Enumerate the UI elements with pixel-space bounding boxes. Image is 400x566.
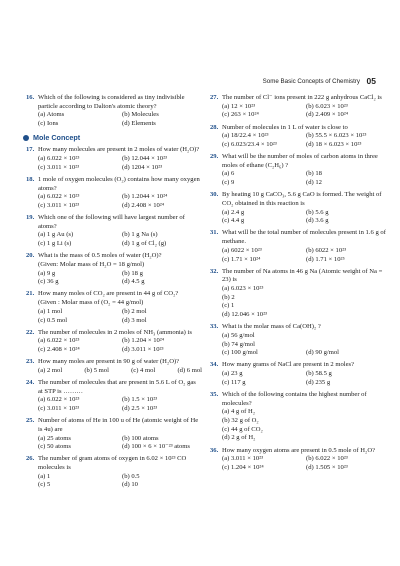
question-list — [210, 94, 386, 473]
question — [210, 361, 386, 387]
question-number: 32. — [210, 267, 219, 275]
answer-options — [38, 435, 202, 452]
question — [26, 290, 202, 325]
question-stem: What is the mass of 0.5 moles of water (H₂O)? — [38, 252, 162, 260]
question-stem: Which one of the following will have largest number of atoms? — [38, 214, 185, 230]
question — [26, 455, 202, 490]
question-body — [222, 124, 386, 150]
question-stem: Number of molecules in 1 L of water is close to — [222, 123, 348, 131]
answer-option: (c) 3.011 × 10²³ — [38, 405, 80, 413]
question-body — [38, 290, 202, 325]
question-number: 36. — [210, 446, 219, 454]
answer-options — [38, 193, 202, 210]
question-body — [38, 455, 202, 490]
question-stem: How many moles are present in 90 g of water (H₂O)? — [38, 358, 180, 366]
question-body — [38, 417, 202, 452]
answer-option: (a) 12 × 10²³ — [222, 102, 256, 110]
question — [26, 329, 202, 355]
answer-options — [222, 103, 386, 120]
answer-options — [222, 408, 386, 443]
answer-option: (c) 3.011 × 10²³ — [38, 163, 80, 171]
answer-option: (a) 3.011 × 10²³ — [222, 455, 264, 463]
question-list — [26, 146, 202, 490]
question-body — [38, 176, 202, 211]
question-number: 31. — [210, 229, 219, 237]
answer-option: (a) 6.023 × 10²³ — [222, 285, 264, 293]
question-stem: 1 mole of oxygen molecules (O₂) contains how many oxygen atoms? — [38, 175, 200, 192]
question-number: 27. — [210, 94, 219, 101]
question-number: 34. — [210, 361, 219, 369]
question-body — [222, 153, 386, 188]
question-number: 23. — [26, 358, 35, 366]
answer-option: (a) 6.022 × 10²³ — [38, 337, 80, 345]
question — [26, 252, 202, 287]
question-number: 30. — [210, 191, 219, 199]
answer-option: (b) 1.2044 × 10²⁴ — [122, 193, 168, 201]
question-list — [26, 94, 202, 129]
answer-option: (d) 3 mol — [122, 316, 147, 324]
answer-option: (b) 74 g/mol — [222, 340, 255, 348]
question-stem: The number of Na atoms in 46 g Na (Atomic weight of Na = 23) is — [222, 267, 383, 284]
question — [26, 214, 202, 249]
answer-options — [38, 155, 202, 172]
question-stem: Number of atoms of He in 100 u of He (atomic weight of He is 4u) are — [38, 417, 199, 433]
answer-option: (a) 6.022 × 10²³ — [38, 396, 80, 404]
question — [210, 191, 386, 226]
question-stem: What will be the total number of molecules present in 1.6 g of methane. — [222, 229, 386, 246]
question-stem: The number of Cl⁻ ions present in 222 g anhydrous CaCl₂ is — [222, 94, 382, 101]
question-body — [38, 252, 202, 287]
section-heading — [23, 133, 202, 143]
answer-option: (c) 5 — [38, 481, 51, 489]
answer-options — [222, 455, 386, 472]
answer-options — [38, 231, 202, 248]
answer-option: (d) 12.046 × 10²³ — [222, 311, 268, 319]
question — [210, 323, 386, 358]
answer-option: (d) 2.408 × 10²⁴ — [122, 201, 165, 209]
answer-options — [38, 270, 202, 287]
question-number: 26. — [26, 455, 35, 463]
answer-option: (b) 2 — [222, 293, 235, 301]
answer-option: (c) 263 × 10²⁴ — [222, 111, 259, 119]
answer-option: (c) 1.71 × 10²⁴ — [222, 255, 261, 263]
answer-option: (b) 58.5 g — [306, 370, 332, 378]
question-number: 33. — [210, 323, 219, 331]
answer-option: (a) 56 g/mol — [222, 331, 255, 339]
answer-option: (c) 0.5 mol — [38, 316, 68, 324]
answer-options — [222, 370, 386, 387]
answer-option: (d) 6 mol — [177, 366, 202, 374]
answer-option: (b) 1.204 × 10²⁴ — [122, 337, 165, 345]
answer-option: (a) 1 g Au (s) — [38, 231, 74, 239]
answer-option: (a) 25 atoms — [38, 434, 71, 442]
answer-option: (c) 9 — [222, 179, 235, 187]
answer-option: (b) 1.5 × 10²³ — [122, 396, 158, 404]
question — [26, 94, 202, 129]
answer-option: (d) 2.5 × 10²³ — [122, 405, 158, 413]
question-stem: (Given: Molar mass of H₂O = 18 g/mol) — [38, 260, 145, 268]
answer-options — [222, 285, 386, 320]
question-stem: How many oxygen atoms are present in 0.5 mole of H₂O? — [222, 446, 376, 454]
question-stem: Which of the following contains the highest number of molecules? — [222, 390, 367, 407]
answer-option: (a) 18/22.4 × 10²³ — [222, 132, 269, 140]
answer-option: (c) 4.4 g — [222, 217, 245, 225]
question — [210, 229, 386, 264]
answer-option: (b) 12.044 × 10²³ — [122, 155, 168, 163]
answer-option: (a) 6.022 × 10²³ — [38, 193, 80, 201]
question — [26, 176, 202, 211]
answer-option: (c) 36 g — [38, 278, 59, 286]
answer-option: (b) 100 atoms — [122, 434, 159, 442]
answer-option: (c) 3.011 × 10²³ — [38, 201, 80, 209]
answer-option: (d) 1.505 × 10²³ — [306, 463, 348, 471]
answer-options — [222, 209, 386, 226]
question-body — [222, 361, 386, 387]
answer-option: (b) 6.023 × 10²³ — [306, 102, 348, 110]
answer-option: (a) 2 mol — [38, 366, 63, 374]
answer-options — [38, 473, 202, 490]
question-number: 17. — [26, 146, 35, 154]
answer-option: (b) 55.5 × 6.023 × 10²³ — [306, 132, 367, 140]
running-title: Some Basic Concepts of Chemistry — [262, 78, 360, 85]
question — [210, 391, 386, 443]
question-stem: The number of molecules in 2 moles of NH₃ (ammonia) is — [38, 328, 192, 336]
question-body — [222, 447, 386, 473]
question-stem: The number of molecules that are present in 5.6 L of O₂ gas at STP is ……… — [38, 378, 196, 395]
answer-option: (c) 2.408 × 10²⁴ — [38, 346, 80, 354]
answer-option: (b) 1 g Na (s) — [122, 231, 158, 239]
answer-option: (d) 1204 × 10²³ — [122, 163, 163, 171]
answer-option: (a) 6022 × 10²³ — [222, 246, 262, 254]
question-body — [38, 358, 202, 375]
answer-option: (c) 6.023/23.4 × 10²³ — [222, 140, 277, 148]
answer-option: (b) 6022 × 10²³ — [306, 246, 347, 254]
answer-option: (c) 1 g Li (s) — [38, 240, 72, 248]
answer-option: (a) 6.022 × 10²³ — [38, 155, 80, 163]
answer-option: (b) 5 mol — [84, 366, 109, 374]
answer-options — [38, 111, 202, 128]
answer-option: (c) 117 g — [222, 378, 246, 386]
answer-options — [38, 308, 202, 325]
question — [210, 447, 386, 473]
answer-option: (a) 4 g of H₂ — [222, 408, 256, 416]
question-number: 22. — [26, 328, 35, 336]
answer-options — [222, 332, 386, 358]
question — [210, 124, 386, 150]
question-body — [222, 323, 386, 358]
question-stem: What is the molar mass of Ca(OH)₂ ? — [222, 323, 321, 331]
question-body — [38, 329, 202, 355]
question-body — [222, 94, 386, 120]
answer-option: (a) 2.4 g — [222, 208, 245, 216]
question-body — [222, 229, 386, 264]
question-stem: How many molecules are present in 2 moles of water (H₂O)? — [38, 146, 200, 154]
page-number: 05 — [366, 76, 376, 86]
answer-option: (a) Atoms — [38, 111, 65, 119]
answer-options — [38, 396, 202, 413]
answer-option: (d) 1 g of Cl₂ (g) — [122, 240, 167, 248]
answer-option: (d) 4.5 g — [122, 278, 145, 286]
question-stem: How many grams of NaCl are present in 2 moles? — [222, 361, 355, 369]
answer-option: (c) 100 g/mol — [222, 349, 258, 357]
question-body — [222, 268, 386, 320]
answer-option: (d) 10 — [122, 481, 138, 489]
question — [210, 268, 386, 320]
answer-option: (d) 12 — [306, 179, 322, 187]
left-column — [26, 94, 202, 494]
answer-option: (d) 235 g — [306, 378, 331, 386]
answer-options — [38, 337, 202, 354]
question — [210, 94, 386, 120]
answer-option: (b) 18 — [306, 170, 322, 178]
answer-options — [222, 170, 386, 187]
answer-option: (b) 18 g — [122, 269, 143, 277]
answer-option: (d) 1.71 × 10²⁵ — [306, 255, 345, 263]
question — [26, 379, 202, 414]
question-number: 16. — [26, 94, 35, 101]
question-stem: (Given : Molar mass of (O₂ = 44 g/mol) — [38, 299, 144, 307]
question — [210, 153, 386, 188]
answer-option: (b) Molecules — [122, 111, 159, 119]
answer-option: (c) 4 mol — [131, 366, 156, 374]
answer-option — [306, 332, 386, 341]
question-stem: Which of the following is considered as tiny indivisible particle according to Dalton's atomic theory? — [38, 94, 185, 110]
question-body — [38, 214, 202, 249]
question-number: 18. — [26, 175, 35, 183]
answer-options — [222, 247, 386, 264]
question-stem: How many moles of CO₂ are present in 44 g of CO₂? — [38, 290, 179, 298]
answer-option: (c) Ions — [38, 120, 59, 128]
answer-option: (d) 2 g of H₂ — [222, 434, 256, 442]
answer-option: (d) 90 g/mol — [306, 349, 339, 357]
answer-option: (b) 5.6 g — [306, 208, 329, 216]
question — [26, 358, 202, 375]
question — [26, 146, 202, 172]
question-stem: What will be the number of moles of carbon atoms in three moles of ethane (C₂H₆) ? — [222, 153, 378, 169]
question-number: 20. — [26, 252, 35, 260]
question-body — [38, 379, 202, 414]
answer-option: (c) 1.204 × 10²⁴ — [222, 463, 264, 471]
question-body — [38, 146, 202, 172]
page-header — [0, 77, 400, 89]
question-stem: By heating 10 g CaCO₃, 5.6 g CaO is formed. The weight of CO₂ obtained in this reaction is — [222, 191, 382, 207]
right-column — [210, 94, 386, 476]
answer-option: (c) 1 — [222, 302, 235, 310]
answer-option: (d) Elements — [122, 120, 156, 128]
answer-option: (b) 32 g of O₂ — [222, 417, 259, 425]
question-stem: The number of gram atoms of oxygen in 6.02 × 10²³ CO molecules is — [38, 455, 187, 472]
question-number: 29. — [210, 153, 219, 160]
question-body — [222, 191, 386, 226]
answer-options — [38, 367, 202, 376]
answer-option: (a) 1 — [38, 472, 51, 480]
answer-option: (c) 44 g of CO₂ — [222, 425, 263, 433]
answer-options — [222, 132, 386, 149]
question-number: 35. — [210, 390, 219, 398]
question-body — [222, 391, 386, 443]
answer-option: (d) 18 × 6.023 × 10²³ — [306, 140, 362, 148]
question-number: 28. — [210, 123, 219, 131]
answer-option: (b) 2 mol — [122, 307, 147, 315]
answer-option — [306, 341, 386, 350]
question-number: 24. — [26, 378, 35, 386]
bullet-icon — [23, 135, 29, 141]
answer-option: (a) 9 g — [38, 269, 56, 277]
answer-option: (b) 6.022 × 10²³ — [306, 455, 348, 463]
answer-option: (d) 3.6 g — [306, 217, 329, 225]
answer-option: (b) 0.5 — [122, 472, 140, 480]
answer-option: (a) 23 g — [222, 370, 243, 378]
question-number: 25. — [26, 417, 35, 425]
answer-option: (a) 6 — [222, 170, 235, 178]
answer-option: (d) 3.011 × 10²³ — [122, 346, 164, 354]
answer-option: (d) 2.409 × 10²⁴ — [306, 111, 349, 119]
answer-option: (d) 100 × 6 × 10⁻²³ atoms — [122, 443, 190, 451]
question — [26, 417, 202, 452]
answer-option: (c) 50 atoms — [38, 443, 71, 451]
section-title: Mole Concept — [33, 132, 81, 142]
answer-option: (a) 1 mol — [38, 307, 63, 315]
question-number: 21. — [26, 290, 35, 298]
question-body — [38, 94, 202, 129]
question-number: 19. — [26, 214, 35, 222]
